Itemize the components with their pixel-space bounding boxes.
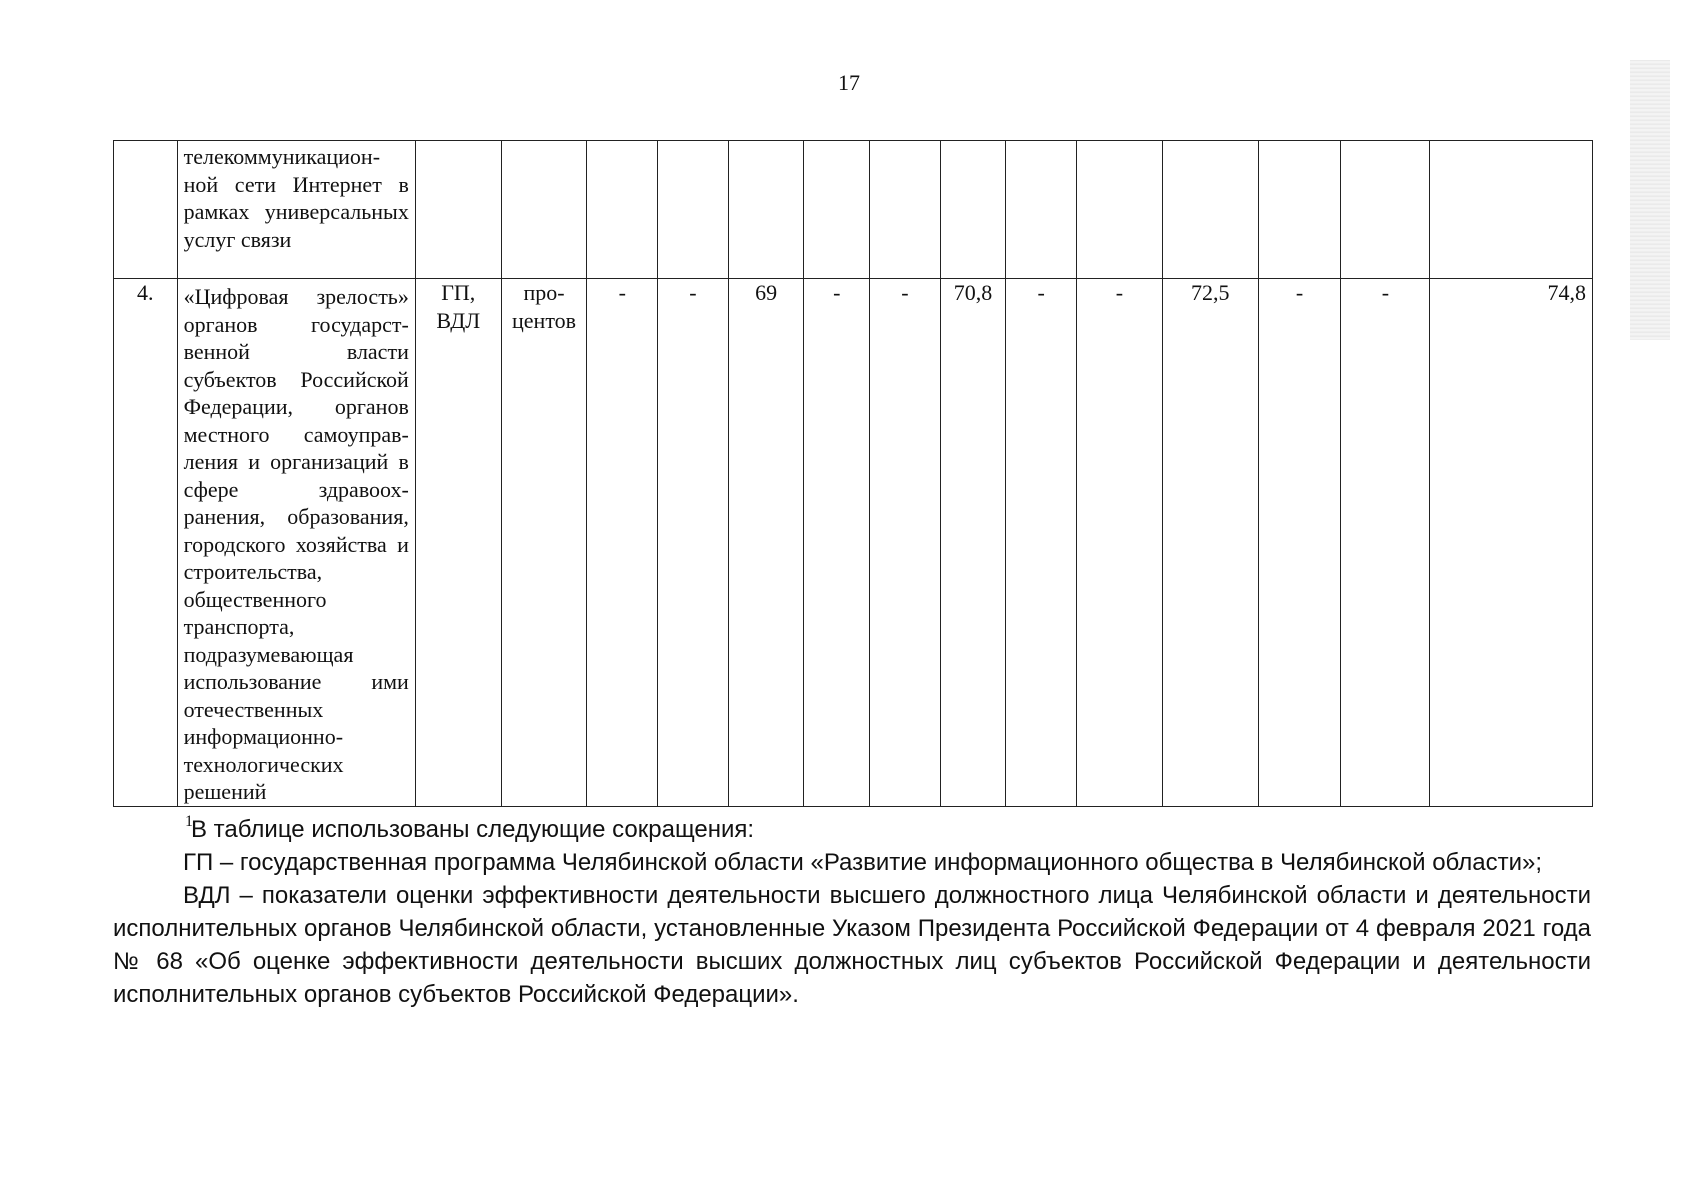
- empty-cell: [870, 141, 941, 279]
- value-cell: -: [587, 279, 658, 807]
- row-number-cell: [114, 141, 178, 279]
- value-cell: -: [658, 279, 729, 807]
- value-cell: -: [1076, 279, 1162, 807]
- scan-artifact: [1630, 60, 1670, 340]
- abbreviation-vdl: ВДЛ – показатели оценки эффективности деятельности высшего должностного лица Челябинской области и деятельности исполнительных органов Челябинской области, установленные Указом Президента Российской Федерации от 4 февраля 2021 года № 68 «Об оценке эффективности деятельности высших должностных лиц субъектов Российской Федерации и деятельности исполнительных органов субъектов Российской Федерации».: [113, 882, 1591, 1008]
- value-cell: 72,5: [1162, 279, 1258, 807]
- value-cell: 70,8: [940, 279, 1006, 807]
- empty-cell: [1341, 141, 1430, 279]
- footnote-block: [113, 813, 1591, 1011]
- indicator-name-cell: «Цифровая зрелость» органов государст-венной власти субъектов Российской Федерации, органов местного самоуправ-ления и организаций в сфере здравоох-ранения, образования, городского хозяйства и строительства, общественного транспорта, подразумевающая использование ими отечественных информационно-технологических решений: [177, 279, 415, 807]
- value-cell: -: [1341, 279, 1430, 807]
- empty-cell: [1006, 141, 1077, 279]
- value-cell: 69: [728, 279, 804, 807]
- empty-cell: [940, 141, 1006, 279]
- page-number: 17: [838, 70, 860, 95]
- abbreviation-gp: ГП – государственная программа Челябинской области «Развитие информационного общества в Челябинской области»;: [183, 849, 1542, 876]
- footnote-intro-text: В таблице использованы следующие сокращения:: [191, 816, 755, 843]
- source-cell: ГП, ВДЛ: [415, 279, 501, 807]
- value-cell: -: [1258, 279, 1341, 807]
- empty-cell: [728, 141, 804, 279]
- indicators-table: [113, 140, 1593, 807]
- empty-cell: [1258, 141, 1341, 279]
- value-cell: -: [804, 279, 870, 807]
- footnote-mark: 1: [185, 813, 193, 830]
- value-cell: -: [870, 279, 941, 807]
- empty-cell: [658, 141, 729, 279]
- indicator-name-cell: телекоммуникацион-ной сети Интернет в рамках универсальных услуг связи: [177, 141, 415, 279]
- empty-cell: [415, 141, 501, 279]
- empty-cell: [501, 141, 587, 279]
- value-cell: -: [1006, 279, 1077, 807]
- empty-cell: [1162, 141, 1258, 279]
- value-cell: 74,8: [1430, 279, 1593, 807]
- table-row: [114, 279, 1593, 807]
- empty-cell: [1430, 141, 1593, 279]
- empty-cell: [804, 141, 870, 279]
- row-number-cell: 4.: [114, 279, 178, 807]
- unit-cell: про-центов: [501, 279, 587, 807]
- empty-cell: [1076, 141, 1162, 279]
- empty-cell: [587, 141, 658, 279]
- footnote-intro: [113, 813, 1591, 846]
- table-row-continuation: [114, 141, 1593, 279]
